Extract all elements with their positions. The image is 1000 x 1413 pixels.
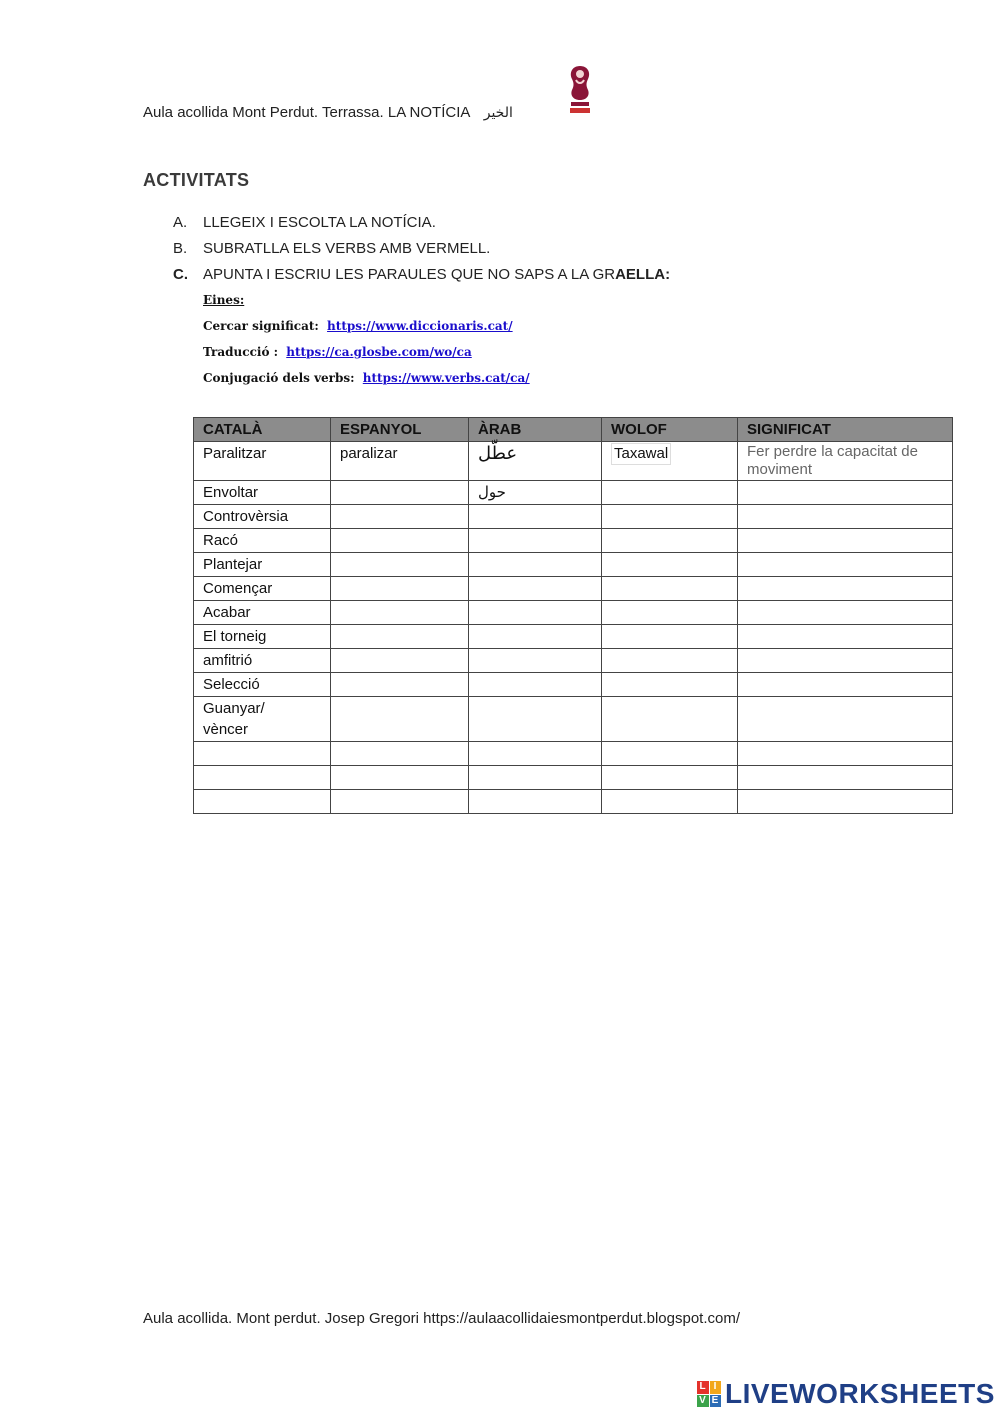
table-row [194,553,953,577]
cell-significat[interactable] [738,553,953,577]
cell-arab[interactable] [469,649,602,673]
liveworksheets-mark-icon [697,1381,721,1407]
table-row-empty [194,766,953,790]
cell-wolof[interactable] [602,742,738,766]
brand-text: LIVEWORKSHEETS [725,1378,995,1409]
tool-item-conjugation [203,370,530,396]
cell-significat[interactable] [738,601,953,625]
cell-significat[interactable] [738,529,953,553]
catala-line: vèncer [203,721,249,738]
table-row [194,697,953,742]
liveworksheets-logo [697,1378,995,1410]
cell-espanyol[interactable] [331,601,469,625]
cell-significat[interactable] [738,742,953,766]
table-row [194,625,953,649]
cell-significat[interactable] [738,577,953,601]
catala-line: Guanyar/ [203,700,265,717]
cell-wolof[interactable] [602,673,738,697]
cell-catala [194,697,331,742]
arab-text: عطّل [478,443,518,464]
cell-wolof[interactable] [602,697,738,742]
cell-arab[interactable] [469,766,602,790]
cell-catala: Acabar [194,601,331,625]
cell-arab[interactable] [469,697,602,742]
tool-label: Traducció : [203,345,279,359]
cell-catala: El torneig [194,625,331,649]
cell-wolof[interactable] [602,553,738,577]
cell-wolof[interactable] [602,790,738,814]
header-espanyol: ESPANYOL [331,418,469,442]
cell-espanyol[interactable] [331,790,469,814]
cell-espanyol[interactable] [331,505,469,529]
cell-catala[interactable] [194,766,331,790]
cell-arab[interactable] [469,577,602,601]
step-text: SUBRATLLA ELS VERBS AMB VERMELL. [203,240,491,257]
cell-catala: Racó [194,529,331,553]
table-row [194,601,953,625]
cell-significat[interactable] [738,790,953,814]
cell-espanyol[interactable]: paralizar [331,442,469,481]
mark-letter: L [697,1381,709,1394]
tool-label: Cercar significat: [203,319,319,333]
cell-espanyol[interactable] [331,673,469,697]
activity-steps [173,213,670,291]
cell-catala: Selecció [194,673,331,697]
tool-item-translation [203,344,530,370]
vocabulary-table [193,417,953,814]
cell-significat[interactable] [738,673,953,697]
wolof-text: Taxawal [611,443,671,465]
cell-espanyol[interactable] [331,649,469,673]
page-header [143,104,513,121]
cell-arab[interactable] [469,790,602,814]
table-row [194,442,953,481]
cell-espanyol[interactable] [331,766,469,790]
table-row [194,649,953,673]
cell-catala: amfitrió [194,649,331,673]
table-header-row [194,418,953,442]
table-row [194,673,953,697]
cell-wolof[interactable] [602,442,738,481]
cell-espanyol[interactable] [331,577,469,601]
table-row [194,481,953,505]
header-arab: ÀRAB [469,418,602,442]
cell-catala: Envoltar [194,481,331,505]
cell-wolof[interactable] [602,529,738,553]
cell-wolof[interactable] [602,625,738,649]
cell-wolof[interactable] [602,649,738,673]
cell-significat[interactable] [738,766,953,790]
step-text: APUNTA I ESCRIU LES PARAULES QUE NO SAPS A LA GR [203,266,616,283]
arab-text: حول [478,483,506,501]
cell-significat[interactable] [738,481,953,505]
step-text-bold: AELLA: [615,266,671,283]
table-row-empty [194,742,953,766]
cell-catala: Paralitzar [194,442,331,481]
cell-arab[interactable] [469,505,602,529]
cell-wolof[interactable] [602,577,738,601]
step-a [173,213,670,239]
header-catala: CATALÀ [194,418,331,442]
cell-significat[interactable] [738,442,953,481]
cell-catala: Plantejar [194,553,331,577]
cell-arab[interactable] [469,553,602,577]
cell-catala[interactable] [194,790,331,814]
table-row-empty [194,790,953,814]
cell-espanyol[interactable] [331,625,469,649]
cell-catala: Controvèrsia [194,505,331,529]
cell-significat[interactable] [738,505,953,529]
mark-letter: E [710,1395,722,1408]
tools-title: Eines: [203,293,245,307]
header-arabic-text: الخير [483,105,513,121]
step-letter: A. [173,214,188,231]
mark-letter: I [710,1381,722,1394]
step-letter: C. [173,266,188,283]
cell-wolof[interactable] [602,601,738,625]
step-letter: B. [173,240,188,257]
cell-significat[interactable] [738,649,953,673]
world-cup-logo-icon [566,64,594,116]
translation-link[interactable]: https://ca.glosbe.com/wo/ca [286,345,472,359]
cell-significat[interactable] [738,697,953,742]
table-row [194,529,953,553]
cell-catala: Començar [194,577,331,601]
header-significat: SIGNIFICAT [738,418,953,442]
cell-wolof[interactable] [602,505,738,529]
cell-espanyol[interactable] [331,553,469,577]
cell-arab[interactable] [469,742,602,766]
tools-list [203,292,530,396]
header-wolof: WOLOF [602,418,738,442]
cell-significat[interactable] [738,625,953,649]
cell-espanyol[interactable] [331,529,469,553]
header-title: Aula acollida Mont Perdut. Terrassa. LA NOTÍCIA [143,104,470,121]
dictionary-link[interactable]: https://www.diccionaris.cat/ [327,319,513,333]
step-b [173,239,670,265]
significat-text: Fer perdre la capacitat de moviment [747,443,918,478]
cell-wolof[interactable] [602,766,738,790]
tool-item-dictionary [203,318,530,344]
cell-arab[interactable] [469,481,602,505]
conjugation-link[interactable]: https://www.verbs.cat/ca/ [362,371,530,385]
cell-espanyol[interactable] [331,697,469,742]
cell-espanyol[interactable] [331,742,469,766]
cell-arab[interactable] [469,625,602,649]
cell-arab[interactable] [469,673,602,697]
cell-arab[interactable] [469,529,602,553]
cell-wolof[interactable] [602,481,738,505]
table-row [194,505,953,529]
cell-catala[interactable] [194,742,331,766]
cell-arab[interactable] [469,601,602,625]
step-c [173,265,670,291]
tool-label: Conjugació dels verbs: [203,371,355,385]
mark-letter: V [697,1395,709,1408]
cell-arab[interactable] [469,442,602,481]
table-row [194,577,953,601]
activities-title: ACTIVITATS [143,170,250,190]
page-footer: Aula acollida. Mont perdut. Josep Gregori https://aulaacollidaiesmontperdut.blogspot.com/ [143,1310,741,1327]
step-text: LLEGEIX I ESCOLTA LA NOTÍCIA. [203,214,436,231]
cell-espanyol[interactable] [331,481,469,505]
